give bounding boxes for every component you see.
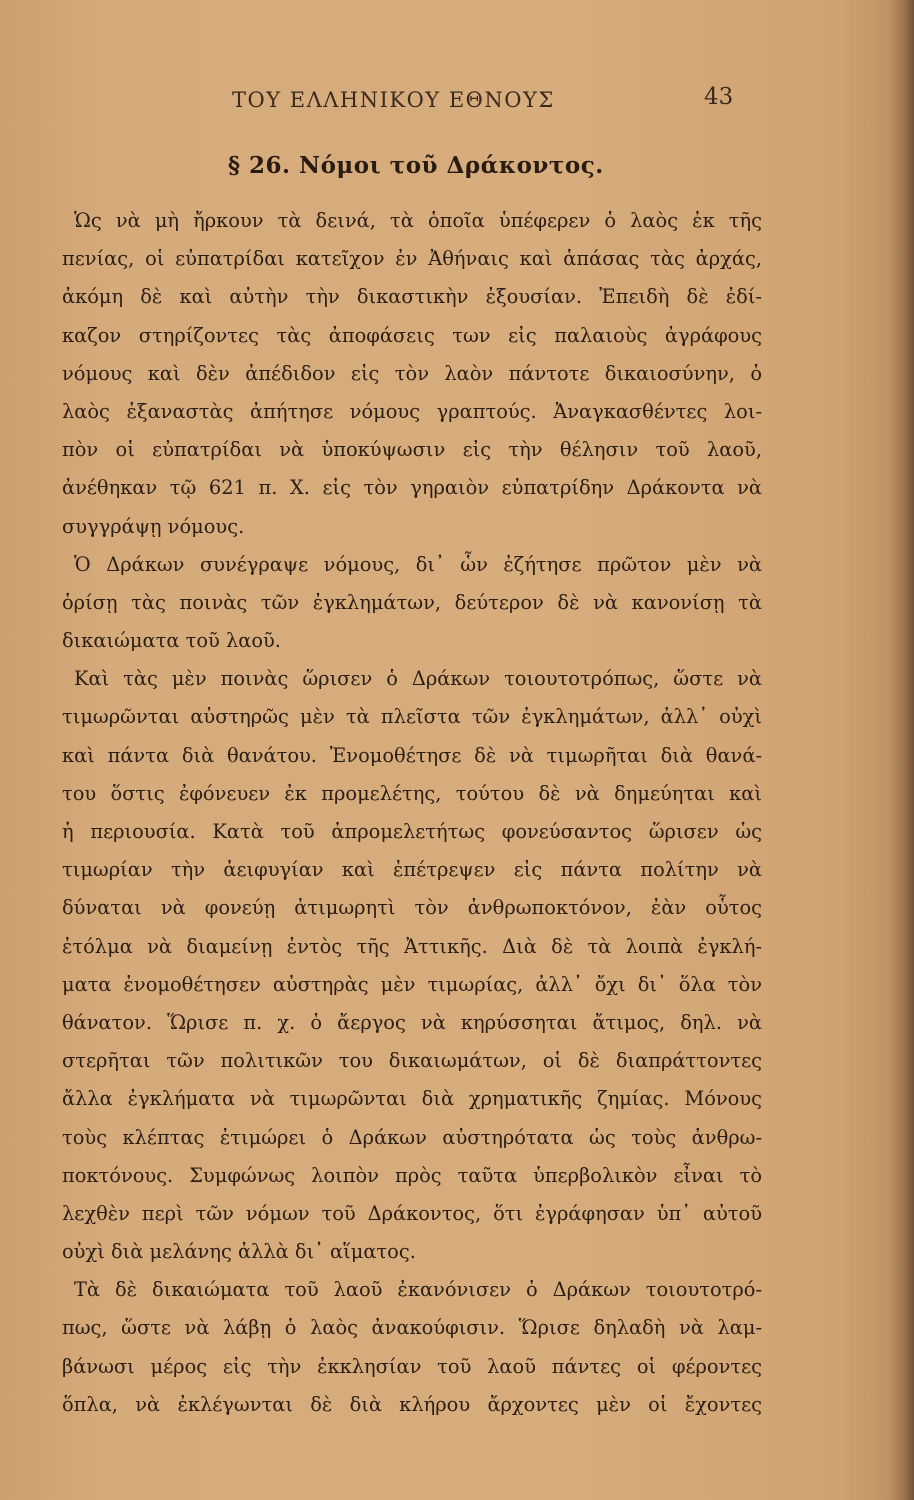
text-line: θάνατον. Ὥρισε π. χ. ὁ ἄεργος νὰ κηρύσσηται ἄτιμος, δηλ. νὰ — [62, 1010, 762, 1034]
text-line: δικαιώματα τοῦ λαοῦ. — [62, 629, 281, 653]
page-edge-shadow — [888, 0, 914, 1500]
running-title: ΤΟΥ ΕΛΛΗΝΙΚΟΥ ΕΘΝΟΥΣ — [232, 88, 555, 112]
page-number: 43 — [704, 84, 734, 110]
text-line: πενίας, οἱ εὐπατρίδαι κατεῖχον ἐν Ἀθήναις καὶ ἁπάσας τὰς ἀρχάς, — [62, 247, 762, 271]
text-line: ποκτόνους. Συμφώνως λοιπὸν πρὸς ταῦτα ὑπερβολικὸν εἶναι τὸ — [62, 1163, 762, 1187]
body-text — [62, 202, 762, 1424]
text-line: ματα ἐνομοθέτησεν αὐστηρὰς μὲν τιμωρίας, ἀλλ᾿ ὄχι δι᾿ ὅλα τὸν — [62, 972, 762, 996]
text-line: ἀκόμη δὲ καὶ αὐτὴν τὴν δικαστικὴν ἐξουσίαν. Ἐπειδὴ δὲ ἐδί- — [62, 285, 762, 309]
text-line: στερῆται τῶν πολιτικῶν του δικαιωμάτων, οἱ δὲ διαπράττοντες — [62, 1049, 762, 1073]
text-line: Τὰ δὲ δικαιώματα τοῦ λαοῦ ἐκανόνισεν ὁ Δράκων τοιουτοτρό- — [74, 1278, 762, 1302]
text-line: βάνωσι μέρος εἰς τὴν ἐκκλησίαν τοῦ λαοῦ πάντες οἱ φέροντες — [62, 1354, 762, 1378]
text-line: τιμωρίαν τὴν ἀειφυγίαν καὶ ἐπέτρεψεν εἰς πάντα πολίτην νὰ — [62, 858, 762, 882]
section-heading: § 26. Νόμοι τοῦ Δράκοντος. — [228, 152, 604, 179]
text-line: ἐτόλμα νὰ διαμείνῃ ἐντὸς τῆς Ἀττικῆς. Διὰ δὲ τὰ λοιπὰ ἐγκλή- — [62, 934, 762, 958]
text-line: καὶ πάντα διὰ θανάτου. Ἐνομοθέτησε δὲ νὰ τιμωρῆται διὰ θανά- — [62, 743, 762, 767]
text-line: Ὁ Δράκων συνέγραψε νόμους, δι᾿ ὧν ἐζήτησε πρῶτον μὲν νὰ — [74, 552, 762, 576]
text-line: ἀνέθηκαν τῷ 621 π. Χ. εἰς τὸν γηραιὸν εὐπατρίδην Δράκοντα νὰ — [62, 476, 762, 500]
text-line: καζον στηρίζοντες τὰς ἀποφάσεις των εἰς παλαιοὺς ἀγράφους — [62, 323, 762, 347]
text-line: λεχθὲν περὶ τῶν νόμων τοῦ Δράκοντος, ὅτι ἐγράφησαν ὑπ᾿ αὐτοῦ — [62, 1201, 762, 1225]
text-line: του ὅστις ἐφόνευεν ἐκ προμελέτης, τούτου δὲ νὰ δημεύηται καὶ — [62, 781, 762, 805]
text-line: ὅπλα, νὰ ἐκλέγωνται δὲ διὰ κλήρου ἄρχοντες μὲν οἱ ἔχοντες — [62, 1392, 762, 1416]
text-line: ἡ περιουσία. Κατὰ τοῦ ἀπρομελετήτως φονεύσαντος ὥρισεν ὡς — [62, 820, 762, 843]
text-line: τοὺς κλέπτας ἐτιμώρει ὁ Δράκων αὐστηρότατα ὡς τοὺς ἀνθρω- — [62, 1125, 762, 1149]
text-line: ἄλλα ἐγκλήματα νὰ τιμωρῶνται διὰ χρηματικῆς ζημίας. Μόνους — [62, 1087, 762, 1111]
text-line: νόμους καὶ δὲν ἀπέδιδον εἰς τὸν λαὸν πάντοτε δικαιοσύνην, ὁ — [62, 361, 762, 385]
text-line: Ὡς νὰ μὴ ἤρκουν τὰ δεινά, τὰ ὁποῖα ὑπέφερεν ὁ λαὸς ἐκ τῆς — [74, 209, 762, 232]
text-line: δύναται νὰ φονεύῃ ἀτιμωρητὶ τὸν ἀνθρωποκτόνον, ἐὰν οὗτος — [62, 896, 762, 920]
text-line: οὐχὶ διὰ μελάνης ἀλλὰ δι᾿ αἵματος. — [62, 1240, 416, 1264]
text-line: ὁρίσῃ τὰς ποινὰς τῶν ἐγκλημάτων, δεύτερον δὲ νὰ κανονίσῃ τὰ — [62, 590, 762, 614]
text-line: Καὶ τὰς μὲν ποινὰς ὥρισεν ὁ Δράκων τοιουτοτρόπως, ὥστε νὰ — [74, 667, 762, 691]
text-line: λαὸς ἐξαναστὰς ἀπήτησε νόμους γραπτούς. Ἀναγκασθέντες λοι- — [62, 399, 762, 423]
text-line: πὸν οἱ εὐπατρίδαι νὰ ὑποκύψωσιν εἰς τὴν θέλησιν τοῦ λαοῦ, — [62, 438, 762, 462]
running-header — [0, 84, 914, 120]
text-line: συγγράψῃ νόμους. — [62, 514, 245, 538]
text-line: τιμωρῶνται αὐστηρῶς μὲν τὰ πλεῖστα τῶν ἐγκλημάτων, ἀλλ᾿ οὐχὶ — [62, 705, 762, 729]
text-line: πως, ὥστε νὰ λάβῃ ὁ λαὸς ἀνακούφισιν. Ὥρισε δηλαδὴ νὰ λαμ- — [62, 1316, 762, 1340]
